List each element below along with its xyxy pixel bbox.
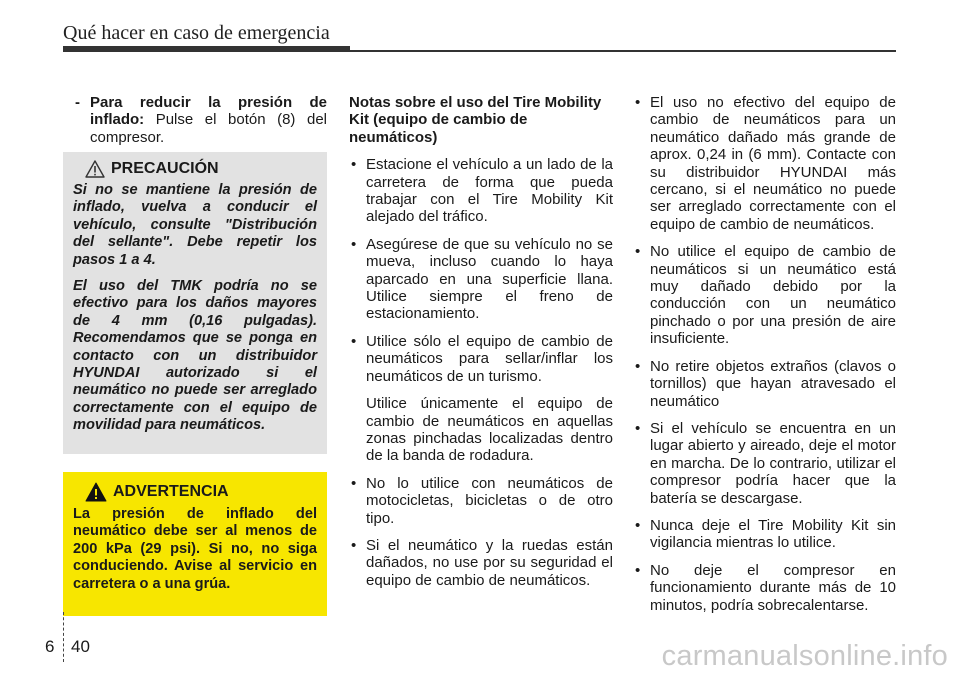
list-item: • Nunca deje el Tire Mobility Kit sin vigilancia mientras lo utilice.	[635, 516, 896, 552]
list-item: • No lo utilice con neumáticos de motocicletas, bicicletas o de otro tipo.	[351, 474, 613, 527]
tmk-notes-heading: Notas sobre el uso del Tire Mobility Kit (equipo de cambio de neumáticos)	[349, 94, 602, 146]
warning-header	[85, 482, 317, 502]
list-item: • Estacione el vehículo a un lado de la carretera de forma que pueda trabajar con el Tire Mobility Kit alejado del tráfico.	[351, 156, 613, 226]
caution-paragraph-1: Si no se mantiene la presión de inflado, vuelva a conducir el vehículo, consulte "Distribución del sellante". Debe repetir los pasos 1 a 4.	[73, 182, 317, 268]
caution-title: PRECAUCIÓN	[111, 160, 219, 177]
warning-triangle-icon	[85, 482, 107, 502]
column-left	[75, 94, 327, 146]
list-item: • El uso no efectivo del equipo de cambio de neumáticos para un neumático dañado más grande de aprox. 0,24 in (6 mm). Contacte con su distribuidor HYUNDAI más cercano, si el neumático no puede ser arreglado correctamente con el equipo de cambio de neumáticos.	[635, 94, 896, 233]
list-item-continuation: Utilice únicamente el equipo de cambio de neumáticos en aquellas zonas pinchadas localizadas dentro de la banda de rodadura.	[366, 395, 613, 465]
column-right	[633, 94, 896, 624]
caution-header	[85, 160, 317, 178]
list-item: • Asegúrese de que su vehículo no se mueva, incluso cuando lo haya aparcado en una superficie llana. Utilice siempre el freno de estacionamiento.	[351, 235, 613, 323]
watermark-text: carmanualsonline.info	[661, 640, 948, 672]
warning-text: La presión de inflado del neumático debe ser al menos de 200 kPa (29 psi). Si no, no siga conduciendo. Avise al servicio en carretera o a una grúa.	[73, 506, 317, 592]
list-item: • Si el neumático y la ruedas están dañados, no use por su seguridad el equipo de cambio de neumáticos.	[351, 536, 613, 589]
footer-divider	[63, 612, 64, 662]
caution-paragraph-2: El uso del TMK podría no se efectivo para los daños mayores de 4 mm (0,16 pulgadas). Recomendamos que se ponga en contacto con un distribuidor HYUNDAI autorizado si el neumático no puede ser arreglado correctamente con el equipo de movilidad para neumáticos.	[73, 278, 317, 434]
warning-box	[63, 472, 327, 616]
page-number: 40	[71, 637, 90, 656]
header-rule-thin	[350, 50, 896, 52]
reduce-pressure-heading: Para reducir la presión de inflado:	[90, 94, 327, 129]
list-item: • No utilice el equipo de cambio de neumáticos si un neumático está muy dañado debido por la conducción con un neumático pinchado o por una presión de aire insuficiente.	[635, 243, 896, 348]
reduce-pressure-item	[75, 94, 327, 146]
page-header-title: Qué hacer en caso de emergencia	[63, 22, 330, 44]
caution-box	[63, 152, 327, 454]
section-number: 6	[45, 637, 55, 656]
warning-title: ADVERTENCIA	[113, 483, 229, 500]
reduce-pressure-text: Pulse el botón (8) del compresor.	[90, 111, 327, 146]
list-item: • Utilice sólo el equipo de cambio de neumáticos para sellar/inflar los neumáticos de un turismo.	[351, 332, 613, 385]
list-item: • No retire objetos extraños (clavos o tornillos) que hayan atravesado el neumático	[635, 357, 896, 410]
header-rule-thick	[63, 46, 350, 52]
dash-marker: -	[75, 94, 80, 111]
list-item: • No deje el compresor en funcionamiento durante más de 10 minutos, podría sobrecalentarse.	[635, 561, 896, 614]
column-middle	[349, 94, 613, 599]
list-item: • Si el vehículo se encuentra en un lugar abierto y aireado, deje el motor en marcha. De lo contrario, utilizar el compresor podría hacer que la batería se descargase.	[635, 419, 896, 507]
caution-triangle-icon	[85, 160, 105, 178]
